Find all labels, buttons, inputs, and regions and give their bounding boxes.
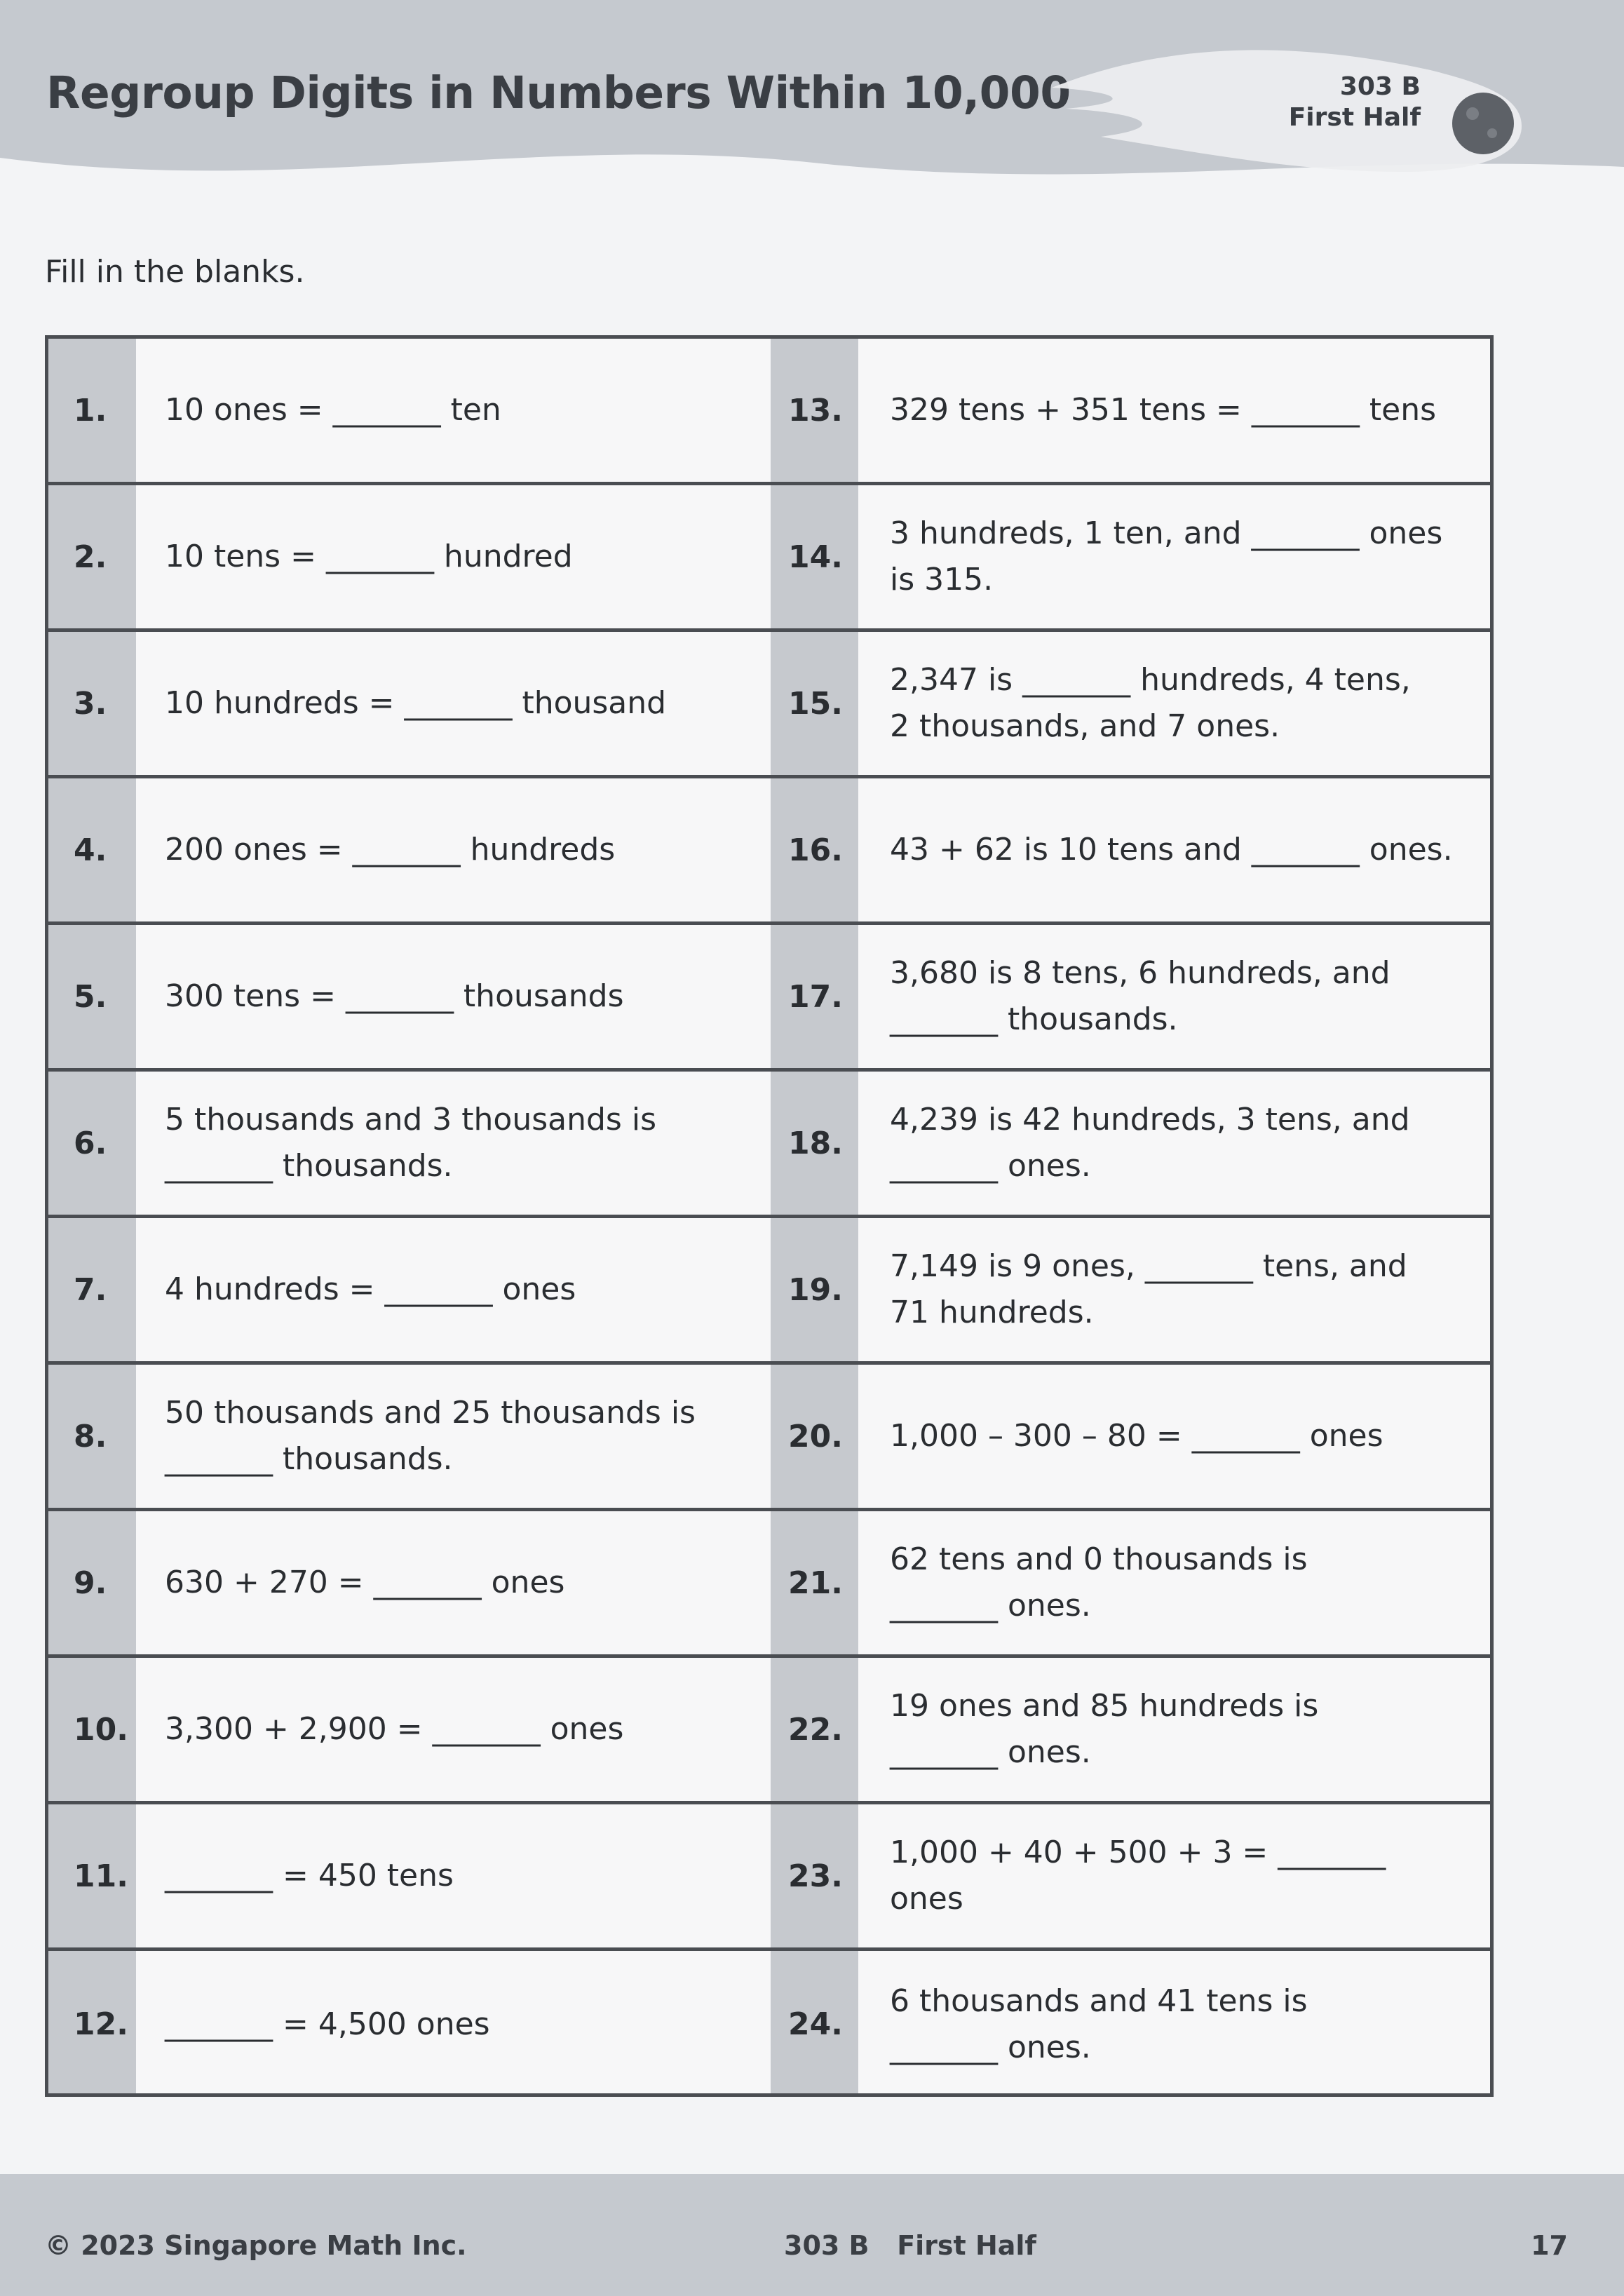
- question-number: 16.: [788, 832, 843, 868]
- book-label: 303 B First Half: [784, 2230, 1036, 2261]
- question-line: ones: [890, 1881, 963, 1917]
- question-text-lines: [890, 1537, 1308, 1629]
- question-line: 630 + 270 = _______ ones: [165, 1565, 565, 1600]
- question-line: 4 hundreds = _______ ones: [165, 1271, 576, 1307]
- page-title: Regroup Digits in Numbers Within 10,000: [46, 67, 1071, 119]
- question-number: 11.: [74, 1858, 128, 1894]
- question-text-lines: [165, 1097, 656, 1189]
- page-number: 17: [1531, 2230, 1568, 2261]
- question-number: 19.: [788, 1271, 843, 1308]
- question-text: [890, 1658, 1493, 1801]
- question-number: 5.: [74, 978, 107, 1015]
- question-number: 4.: [74, 832, 107, 868]
- question-number: 6.: [74, 1125, 107, 1161]
- question-text-lines: [890, 1243, 1407, 1336]
- question-text-lines: [165, 1706, 623, 1753]
- question-text-lines: [165, 680, 666, 727]
- page-header: [0, 0, 1624, 182]
- question-number: 22.: [788, 1711, 843, 1748]
- page-footer: [0, 2174, 1624, 2296]
- question-text: [890, 632, 1493, 775]
- question-line: 1,000 + 40 + 500 + 3 = _______: [890, 1835, 1386, 1870]
- instructions: Fill in the blanks.: [45, 254, 305, 290]
- question-text: [890, 1365, 1493, 1508]
- question-number: 17.: [788, 978, 843, 1015]
- exercise-table: [45, 335, 1494, 2097]
- question-text-lines: [165, 973, 624, 1020]
- comet-icon: [1038, 21, 1529, 189]
- question-line: _______ ones.: [890, 1734, 1091, 1770]
- question-line: 50 thousands and 25 thousands is: [165, 1395, 696, 1431]
- exercise-row: [48, 485, 1490, 632]
- question-text-lines: [890, 1413, 1383, 1459]
- question-text-lines: [890, 1978, 1308, 2071]
- question-number: 2.: [74, 539, 107, 575]
- question-number: 7.: [74, 1271, 107, 1308]
- exercise-row: [48, 1804, 1490, 1951]
- question-line: 5 thousands and 3 thousands is: [165, 1102, 656, 1137]
- question-number: 24.: [788, 2006, 843, 2042]
- question-line: 10 ones = _______ ten: [165, 392, 501, 428]
- question-text-lines: [165, 1853, 454, 1899]
- question-text: [890, 485, 1493, 628]
- question-line: _______ ones.: [890, 2029, 1091, 2065]
- question-line: 3,300 + 2,900 = _______ ones: [165, 1711, 624, 1747]
- exercise-row: [48, 925, 1490, 1072]
- question-line: 10 hundreds = _______ thousand: [165, 685, 667, 721]
- question-line: 7,149 is 9 ones, _______ tens, and: [890, 1248, 1407, 1284]
- question-line: 3,680 is 8 tens, 6 hundreds, and: [890, 955, 1390, 991]
- exercise-row: [48, 1658, 1490, 1804]
- question-number: 13.: [788, 392, 843, 428]
- question-number: 1.: [74, 392, 107, 428]
- question-text: [165, 1218, 761, 1361]
- question-text: [890, 1072, 1493, 1215]
- question-text: [890, 1951, 1493, 2098]
- question-text-lines: [890, 950, 1390, 1043]
- question-number: 18.: [788, 1125, 843, 1161]
- question-text-lines: [165, 1560, 564, 1606]
- question-text: [165, 1804, 761, 1947]
- question-line: 62 tens and 0 thousands is: [890, 1541, 1308, 1577]
- question-number: 10.: [74, 1711, 128, 1748]
- question-line: 10 tens = _______ hundred: [165, 539, 573, 574]
- exercise-row: [48, 632, 1490, 778]
- badge-book-code: 303 B: [1339, 72, 1421, 101]
- exercise-row: [48, 1365, 1490, 1511]
- question-number: 20.: [788, 1418, 843, 1454]
- exercise-row: [48, 339, 1490, 485]
- question-number: 15.: [788, 685, 843, 722]
- question-line: _______ ones.: [890, 1588, 1091, 1623]
- question-text-lines: [165, 827, 615, 873]
- question-text-lines: [165, 534, 573, 580]
- exercise-row: [48, 778, 1490, 925]
- question-text-lines: [165, 2001, 490, 2048]
- question-text: [890, 1511, 1493, 1654]
- question-text-lines: [890, 1097, 1410, 1189]
- question-text-lines: [165, 1390, 696, 1483]
- book-badge: [1289, 72, 1421, 133]
- question-text: [165, 778, 761, 921]
- question-line: is 315.: [890, 562, 994, 597]
- question-text-lines: [890, 827, 1453, 873]
- question-line: 200 ones = _______ hundreds: [165, 832, 616, 867]
- question-line: 19 ones and 85 hundreds is: [890, 1688, 1319, 1724]
- question-line: 1,000 – 300 – 80 = _______ ones: [890, 1418, 1383, 1454]
- question-number: 12.: [74, 2006, 128, 2042]
- question-line: _______ ones.: [890, 1148, 1091, 1184]
- question-text: [890, 1218, 1493, 1361]
- question-text-lines: [165, 387, 501, 433]
- question-number: 21.: [788, 1565, 843, 1601]
- question-text-lines: [890, 511, 1442, 603]
- exercise-row: [48, 1511, 1490, 1658]
- question-line: 4,239 is 42 hundreds, 3 tens, and: [890, 1102, 1410, 1137]
- question-text: [890, 925, 1493, 1068]
- question-text: [165, 1365, 761, 1508]
- question-text: [890, 1804, 1493, 1947]
- copyright-text: © 2023 Singapore Math Inc.: [45, 2230, 467, 2261]
- question-text-lines: [890, 387, 1436, 433]
- question-line: _______ thousands.: [165, 1148, 453, 1184]
- question-number: 14.: [788, 539, 843, 575]
- question-line: 43 + 62 is 10 tens and _______ ones.: [890, 832, 1453, 867]
- question-number: 23.: [788, 1858, 843, 1894]
- question-line: 2 thousands, and 7 ones.: [890, 708, 1280, 744]
- question-text: [890, 778, 1493, 921]
- exercise-row: [48, 1072, 1490, 1218]
- question-line: 71 hundreds.: [890, 1295, 1094, 1330]
- question-text-lines: [890, 657, 1411, 750]
- question-text: [165, 632, 761, 775]
- question-text-lines: [890, 1683, 1318, 1776]
- exercise-row: [48, 1951, 1490, 2098]
- question-text: [165, 339, 761, 482]
- question-text: [890, 339, 1493, 482]
- question-line: 2,347 is _______ hundreds, 4 tens,: [890, 662, 1411, 698]
- question-line: 6 thousands and 41 tens is: [890, 1983, 1308, 2019]
- question-text: [165, 925, 761, 1068]
- question-number: 8.: [74, 1418, 107, 1454]
- question-number: 9.: [74, 1565, 107, 1601]
- question-line: _______ = 4,500 ones: [165, 2006, 490, 2042]
- exercise-row: [48, 1218, 1490, 1365]
- question-line: _______ thousands.: [890, 1001, 1178, 1037]
- question-line: 300 tens = _______ thousands: [165, 978, 624, 1014]
- question-text: [165, 1951, 761, 2098]
- question-line: _______ = 450 tens: [165, 1858, 454, 1893]
- question-text-lines: [165, 1267, 576, 1313]
- question-text: [165, 1658, 761, 1801]
- question-line: _______ thousands.: [165, 1441, 453, 1477]
- badge-book-half: First Half: [1288, 103, 1421, 132]
- question-text: [165, 485, 761, 628]
- question-line: 329 tens + 351 tens = _______ tens: [890, 392, 1437, 428]
- question-number: 3.: [74, 685, 107, 722]
- question-line: 3 hundreds, 1 ten, and _______ ones: [890, 515, 1443, 551]
- question-text: [165, 1511, 761, 1654]
- question-text: [165, 1072, 761, 1215]
- question-text-lines: [890, 1830, 1386, 1922]
